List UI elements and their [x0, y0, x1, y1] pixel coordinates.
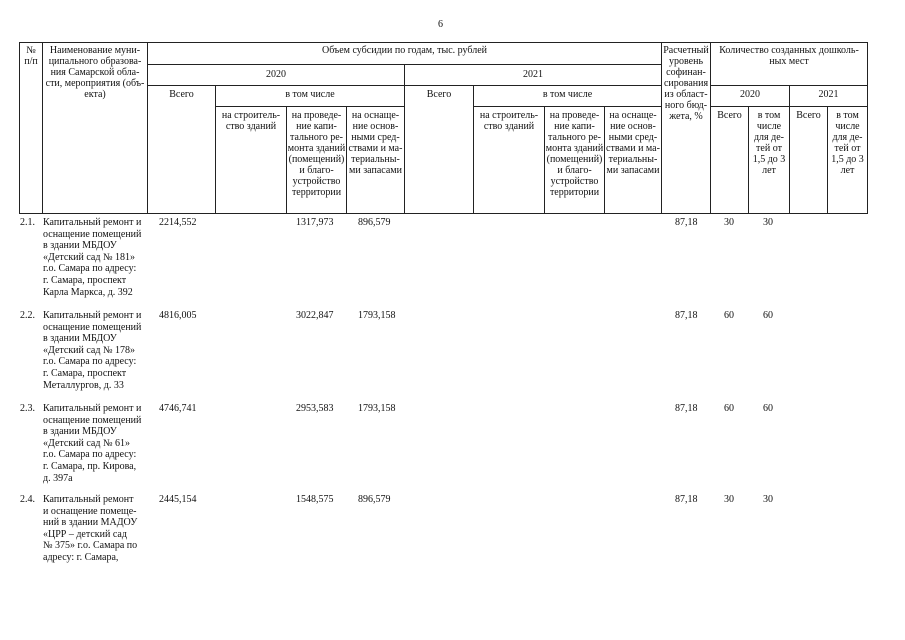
row-equip-2020: 1793,158 [358, 403, 396, 414]
header-total-2020: Всего [169, 89, 194, 100]
grid-line [215, 85, 216, 214]
header-child-line: числе [835, 121, 860, 132]
header-incl-2020: в том числе [285, 89, 335, 100]
header-child-line: для де- [832, 132, 863, 143]
header-year-2020: 2020 [266, 69, 286, 80]
header-places-line: Количество созданных дошколь- [719, 45, 859, 56]
row-equip-2020: 1793,158 [358, 310, 396, 321]
grid-line [473, 85, 474, 214]
row-name-line: г. Самара, проспект [43, 367, 127, 379]
header-construction-line: ство зданий [483, 121, 535, 132]
row-name-line: оснащение помещений [43, 414, 142, 426]
header-equip-line: ние основ- [610, 121, 656, 132]
row-num: 2.4. [20, 494, 35, 505]
header-construction-2021 [474, 110, 544, 132]
row-name-line: в здании МБДОУ [43, 240, 117, 252]
row-num: 2.3. [20, 403, 35, 414]
row-name [43, 217, 141, 298]
header-repair-2021 [545, 110, 604, 198]
row-level: 87,18 [675, 310, 698, 321]
row-num: 2.1. [20, 217, 35, 228]
header-subsidy-title: Объем субсидии по годам, тыс. рублей [322, 45, 487, 56]
row-name-line: в здании МБДОУ [43, 426, 117, 438]
header-name-line: екта) [84, 89, 106, 100]
header-repair-line: на проведе- [291, 110, 342, 121]
grid-line [473, 106, 661, 107]
header-repair-line: на проведе- [549, 110, 600, 121]
row-name-line: и оснащение помеще- [43, 505, 137, 517]
header-repair-line: монта зданий [287, 143, 346, 154]
header-repair-line: территории [549, 187, 600, 198]
row-name-line: Капитальный ремонт и [43, 403, 142, 414]
row-level: 87,18 [675, 217, 698, 228]
header-equip-line: ными сред- [351, 132, 400, 143]
header-child-line: тей от [834, 143, 861, 154]
row-name-line: г. Самара, проспект [43, 274, 127, 286]
header-child-line: в том [757, 110, 781, 121]
row-name [43, 494, 137, 564]
header-child-line: 1,5 до 3 [752, 154, 786, 165]
row-places-total-2020: 30 [724, 217, 734, 228]
row-equip-2020: 896,579 [358, 217, 391, 228]
row-name-line: г.о. Самара по адресу: [43, 356, 137, 368]
header-equip-line: териальны- [608, 154, 658, 165]
header-name-line: сти, мероприятия (объ- [45, 78, 145, 89]
row-name [43, 403, 141, 484]
row-total-2020: 4746,741 [159, 403, 197, 414]
row-level: 87,18 [675, 494, 698, 505]
header-repair-line: и благо- [299, 165, 334, 176]
header-places-2020: 2020 [740, 89, 760, 100]
row-places-child-2020: 60 [763, 403, 773, 414]
header-repair-line: тального ре- [547, 132, 602, 143]
header-year-2021: 2021 [523, 69, 543, 80]
header-num [20, 45, 42, 67]
row-name-line: оснащение помещений [43, 228, 142, 240]
header-equip-line: ми запасами [606, 165, 660, 176]
header-child-line: тей от [756, 143, 782, 154]
header-places-title [711, 45, 867, 67]
row-repair-2020: 1317,973 [296, 217, 334, 228]
header-equip-line: ние основ- [352, 121, 399, 132]
row-name-line: «ЦРР – детский сад [43, 528, 127, 540]
header-repair-line: ние капи- [296, 121, 337, 132]
header-equip-line: на оснаще- [351, 110, 400, 121]
header-places-line: ных мест [769, 56, 809, 67]
header-equip-2020 [347, 110, 404, 176]
row-repair-2020: 2953,583 [296, 403, 334, 414]
header-incl-2021: в том числе [542, 89, 593, 100]
header-num-line: № [26, 45, 36, 56]
header-repair-line: и благо- [557, 165, 592, 176]
header-equip-line: териальны- [351, 154, 400, 165]
grid-line [147, 42, 148, 214]
row-total-2020: 2445,154 [159, 494, 197, 505]
header-name-line: ципального образова- [48, 56, 142, 67]
row-num: 2.2. [20, 310, 35, 321]
header-equip-line: ными сред- [608, 132, 658, 143]
row-name-line: г.о. Самара по адресу: [43, 449, 137, 461]
grid-line [404, 64, 405, 214]
row-name-line: «Детский сад № 181» [43, 251, 136, 263]
row-places-child-2020: 30 [763, 494, 773, 505]
header-repair-line: устройство [550, 176, 599, 187]
row-name-line: Капитальный ремонт и [43, 217, 142, 228]
row-level: 87,18 [675, 403, 698, 414]
header-equip-2021 [605, 110, 661, 176]
row-name-line: «Детский сад № 178» [43, 344, 136, 356]
grid-line [215, 106, 404, 107]
header-level-line: жета, % [669, 111, 703, 122]
row-repair-2020: 1548,575 [296, 494, 334, 505]
header-places-child-2020 [749, 110, 789, 176]
row-equip-2020: 896,579 [358, 494, 391, 505]
header-level-line: сирования [663, 78, 709, 89]
header-equip-line: ствами и ма- [348, 143, 403, 154]
row-name-line: ний в здании МАДОУ [43, 517, 138, 529]
row-total-2020: 2214,552 [159, 217, 197, 228]
row-name-line: Капитальный ремонт и [43, 310, 142, 321]
header-child-line: лет [762, 165, 776, 176]
header-equip-line: ствами и ма- [606, 143, 660, 154]
header-equip-line: ми запасами [349, 165, 402, 176]
page-number: 6 [438, 19, 443, 30]
row-name-line: Капитальный ремонт [43, 494, 134, 505]
row-places-total-2020: 30 [724, 494, 734, 505]
header-repair-line: (помещений) [288, 154, 345, 165]
header-child-line: лет [840, 165, 855, 176]
header-level-line: Расчетный [663, 45, 709, 56]
header-places-2021: 2021 [818, 89, 839, 100]
header-repair-line: тального ре- [289, 132, 344, 143]
header-level-line: софинан- [666, 67, 706, 78]
row-name-line: г. Самара, пр. Кирова, [43, 460, 137, 472]
row-name-line: в здании МБДОУ [43, 333, 117, 345]
row-name-line: оснащение помещений [43, 321, 142, 333]
grid-line [19, 42, 20, 214]
row-total-2020: 4816,005 [159, 310, 197, 321]
header-level [662, 45, 710, 122]
header-num-line: п/п [24, 56, 38, 67]
header-construction-2020 [216, 110, 286, 132]
header-construction-line: ство зданий [225, 121, 277, 132]
header-child-line: числе [756, 121, 782, 132]
header-level-line: уровень [668, 56, 703, 67]
header-repair-line: (помещений) [546, 154, 603, 165]
grid-line [867, 42, 868, 214]
row-name-line: Металлургов, д. 33 [43, 379, 124, 391]
header-construction-line: на строитель- [221, 110, 281, 121]
header-repair-line: территории [291, 187, 342, 198]
grid-line [789, 85, 790, 214]
row-places-total-2020: 60 [724, 403, 734, 414]
row-name-line: № 375» г.о. Самара по [43, 540, 138, 552]
header-level-line: ного бюд- [664, 100, 708, 111]
row-places-child-2020: 30 [763, 217, 773, 228]
header-child-line: в том [836, 110, 859, 121]
row-name-line: г.о. Самара по адресу: [43, 263, 137, 275]
row-name-line: Карла Маркса, д. 392 [43, 286, 133, 298]
row-name [43, 310, 141, 391]
header-places-total-2021: Всего [796, 110, 821, 121]
header-repair-line: ние капи- [554, 121, 595, 132]
header-name-line: Наименование муни- [49, 45, 141, 56]
header-child-line: для де- [753, 132, 785, 143]
row-places-total-2020: 60 [724, 310, 734, 321]
header-places-total-2020: Всего [717, 110, 742, 121]
row-places-child-2020: 60 [763, 310, 773, 321]
grid-line [710, 42, 711, 214]
header-name-line: ния Самарской обла- [50, 67, 140, 78]
row-name-line: д. 397а [43, 472, 73, 484]
header-repair-2020 [287, 110, 346, 198]
header-name [43, 45, 147, 100]
header-construction-line: на строитель- [479, 110, 539, 121]
header-total-2021: Всего [426, 89, 452, 100]
header-child-line: 1,5 до 3 [831, 154, 864, 165]
header-places-child-2021 [828, 110, 867, 176]
header-repair-line: монта зданий [545, 143, 604, 154]
header-equip-line: на оснаще- [609, 110, 657, 121]
row-name-line: «Детский сад № 61» [43, 437, 131, 449]
row-repair-2020: 3022,847 [296, 310, 334, 321]
row-name-line: адресу: г. Самара, [43, 551, 119, 563]
header-repair-line: устройство [292, 176, 341, 187]
header-level-line: из област- [664, 89, 708, 100]
